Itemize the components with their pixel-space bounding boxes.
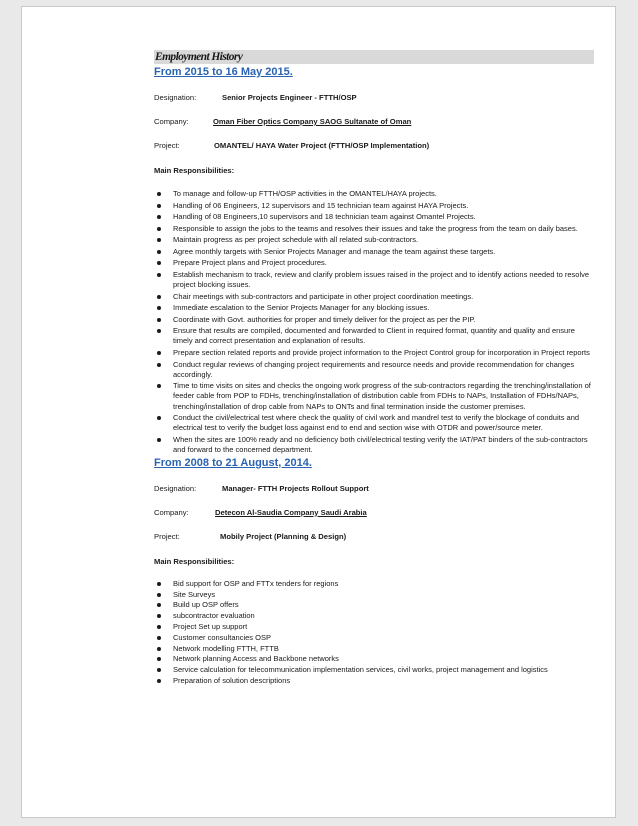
list-item: When the sites are 100% ready and no deficiency both civil/electrical testing verify the IAT/PAT binders of the sub-contractors and forward to the concerned department. xyxy=(154,435,594,455)
list-item: Establish mechanism to track, review and clarify problem issues raised in the project and to identify actions needed to resolve project blocking issues. xyxy=(154,270,594,290)
responsibilities-list xyxy=(154,189,594,455)
designation-row xyxy=(154,93,594,103)
bullet-icon xyxy=(157,614,161,618)
bullet-icon xyxy=(157,363,161,367)
list-item: Maintain progress as per project schedule with all related sub-contractors. xyxy=(154,235,594,245)
bullet-icon xyxy=(157,261,161,265)
list-item: Project Set up support xyxy=(154,622,594,632)
list-item: Site Surveys xyxy=(154,590,594,600)
designation-value: Senior Projects Engineer - FTTH/OSP xyxy=(222,93,357,102)
bullet-icon xyxy=(157,582,161,586)
company-label: Company: xyxy=(154,507,189,517)
bullet-icon xyxy=(157,416,161,420)
company-value: Detecon Al-Saudia Company Saudi Arabia xyxy=(215,507,367,517)
project-value: Mobily Project (Planning & Design) xyxy=(220,531,347,541)
company-row xyxy=(154,508,594,518)
list-item: Network modelling FTTH, FTTB xyxy=(154,644,594,654)
list-item: subcontractor evaluation xyxy=(154,611,594,621)
list-item: Responsible to assign the jobs to the teams and resolves their issues and take the progress from the team on daily bases. xyxy=(154,224,594,234)
bullet-icon xyxy=(157,227,161,231)
designation-label: Designation: xyxy=(154,93,197,102)
job-entry xyxy=(154,457,594,686)
bullet-icon xyxy=(157,636,161,640)
bullet-icon xyxy=(157,625,161,629)
bullet-icon xyxy=(157,238,161,242)
list-item: Preparation of solution descriptions xyxy=(154,676,594,686)
list-item: Chair meetings with sub-contractors and participate in other project coordination meetings. xyxy=(154,292,594,302)
list-item: Ensure that results are compiled, documented and forwarded to Client in required format, quantity and quality and ensure timely and correct presentation and explanation of results. xyxy=(154,326,594,346)
list-item: Customer consultancies OSP xyxy=(154,633,594,643)
bullet-icon xyxy=(157,657,161,661)
bullet-icon xyxy=(157,204,161,208)
list-item: Build up OSP offers xyxy=(154,600,594,610)
list-item: Coordinate with Govt. authorities for proper and timely deliver for the project as per the PIP. xyxy=(154,315,594,325)
bullet-icon xyxy=(157,250,161,254)
responsibilities-heading: Main Responsibilities: xyxy=(154,556,235,566)
list-item: Service calculation for telecommunication implementation services, civil works, project management and logistics xyxy=(154,665,594,675)
employment-history-section xyxy=(154,50,594,687)
list-item: Handling of 06 Engineers, 12 supervisors and 15 technician team against HAYA Projects. xyxy=(154,201,594,211)
list-item: Bid support for OSP and FTTx tenders for regions xyxy=(154,579,594,589)
designation-label: Designation: xyxy=(154,483,197,493)
bullet-icon xyxy=(157,603,161,607)
designation-value: Manager- FTTH Projects Rollout Support xyxy=(222,483,369,493)
list-item: Prepare Project plans and Project procedures. xyxy=(154,258,594,268)
company-value: Oman Fiber Optics Company SAOG Sultanate of Oman xyxy=(213,117,412,126)
list-item: To manage and follow-up FTTH/OSP activities in the OMANTEL/HAYA projects. xyxy=(154,189,594,199)
list-item: Conduct regular reviews of changing project requirements and resource needs and provide recommendation for changes accordingly. xyxy=(154,360,594,380)
list-item: Time to time visits on sites and checks the ongoing work progress of the sub-contractors regarding the trenching/installation of feeder cable from POP to FDHs, trenching/installation of distribution cable from FDHs to NAPs, Installation of FDHs/NAPs, trenching/installation of drop cable from NAPs to ONTs and final termination inside the customer premises. xyxy=(154,381,594,412)
bullet-icon xyxy=(157,384,161,388)
company-row xyxy=(154,117,594,127)
bullet-icon xyxy=(157,438,161,442)
job-period: From 2015 to 16 May 2015. xyxy=(154,66,293,78)
bullet-icon xyxy=(157,273,161,277)
section-heading: Employment History xyxy=(154,50,594,64)
responsibilities-list xyxy=(154,579,594,686)
list-item: Agree monthly targets with Senior Projects Manager and manage the team against these targets. xyxy=(154,247,594,257)
designation-row xyxy=(154,484,594,494)
bullet-icon xyxy=(157,295,161,299)
project-label: Project: xyxy=(154,531,180,541)
bullet-icon xyxy=(157,679,161,683)
job-period: From 2008 to 21 August, 2014. xyxy=(154,456,312,469)
project-value: OMANTEL/ HAYA Water Project (FTTH/OSP Implementation) xyxy=(214,141,430,150)
list-item: Conduct the civil/electrical test where check the quality of civil work and mandrel test to verify the blockage of conduits and electrical test to verify the budget loss against end to end and section wise with OTDR and power/source meter. xyxy=(154,413,594,433)
list-item: Prepare section related reports and provide project information to the Project Control group for incorporation in Project reports xyxy=(154,348,594,358)
project-row xyxy=(154,532,594,542)
project-label: Project: xyxy=(154,141,180,150)
bullet-icon xyxy=(157,215,161,219)
bullet-icon xyxy=(157,329,161,333)
bullet-icon xyxy=(157,647,161,651)
bullet-icon xyxy=(157,593,161,597)
list-item: Network planning Access and Backbone networks xyxy=(154,654,594,664)
bullet-icon xyxy=(157,351,161,355)
list-item: Handling of 08 Engineers,10 supervisors and 18 technician team against Omantel Projects. xyxy=(154,212,594,222)
responsibilities-heading: Main Responsibilities: xyxy=(154,166,235,175)
project-row xyxy=(154,141,594,151)
bullet-icon xyxy=(157,192,161,196)
bullet-icon xyxy=(157,306,161,310)
bullet-icon xyxy=(157,318,161,322)
document-page xyxy=(21,6,616,818)
bullet-icon xyxy=(157,668,161,672)
job-entry xyxy=(154,66,594,455)
company-label: Company: xyxy=(154,117,189,126)
list-item: Immediate escalation to the Senior Projects Manager for any blocking issues. xyxy=(154,303,594,313)
